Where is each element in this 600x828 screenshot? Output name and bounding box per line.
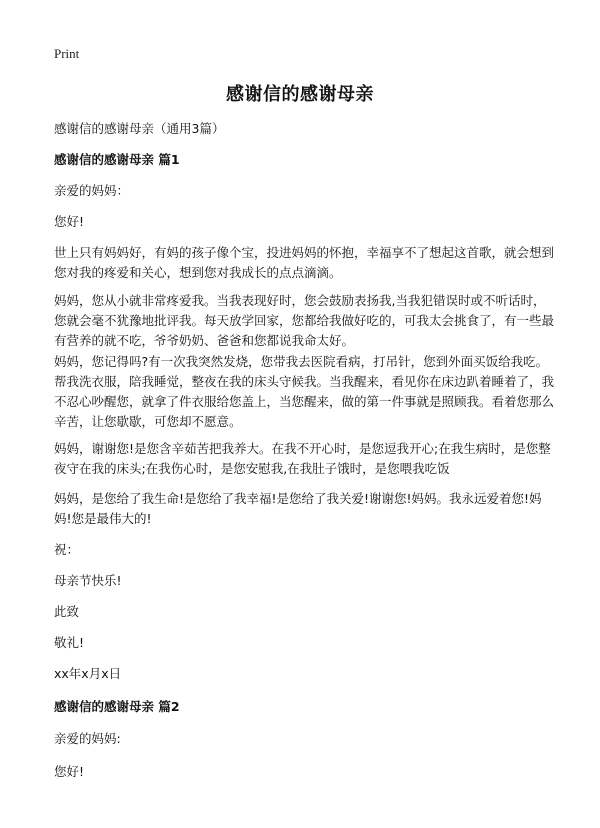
intro-text: 感谢信的感谢母亲（通用3篇）	[54, 121, 225, 136]
section-1-heading: 感谢信的感谢母亲 篇1	[54, 152, 180, 167]
section-1-paragraph-5: 妈妈，是您给了我生命!是您给了我幸福!是您给了我关爱!谢谢您!妈妈。我永远爱着您!妈妈!您是最伟大的!	[54, 491, 542, 526]
section-1-paragraph-1: 世上只有妈妈好，有妈的孩子像个宝，投进妈妈的怀抱，幸福享不了想起这首歌，就会想到您对我的疼爱和关心，想到您对我成长的点点滴滴。	[54, 245, 555, 280]
section-1-paragraph-3: 妈妈，您记得吗?有一次我突然发烧，您带我去医院看病，打吊针，您到外面买饭给我吃。帮我洗衣服，陪我睡觉，整夜在我的床头守候我。当我醒来，看见你在床边趴着睡着了，我不忍心吵醒您，就拿了件衣服给您盖上，当您醒来，做的第一件事就是照顾我。看着您那么辛苦，让您歇歇，可您却不愿意。	[54, 354, 555, 429]
print-link[interactable]: Print	[54, 46, 80, 61]
section-1-wish: 母亲节快乐!	[54, 573, 122, 588]
section-2-hello: 您好!	[54, 764, 85, 779]
section-2-greeting: 亲爱的妈妈:	[54, 731, 121, 746]
section-1-paragraph-2: 妈妈，您从小就非常疼爱我。当我表现好时，您会鼓励表扬我,当我犯错误时或不听话时，您就会毫不犹豫地批评我。每天放学回家，您都给我做好吃的，可我太会挑食了，有一些最有营养的就不吃，爷爷奶奶、爸爸和您都说我命太好。	[54, 293, 555, 348]
section-2-heading: 感谢信的感谢母亲 篇2	[54, 699, 180, 714]
section-1-date: xx年x月x日	[54, 666, 122, 681]
section-1-closing: 祝：	[54, 542, 80, 557]
page-title: 感谢信的感谢母亲	[226, 84, 374, 105]
section-1-greeting: 亲爱的妈妈：	[54, 183, 130, 198]
section-1-regards: 此致	[54, 604, 80, 619]
section-1-salute: 敬礼!	[54, 635, 85, 650]
section-1-paragraph-4: 妈妈，谢谢您!是您含辛茹苦把我养大。在我不开心时，是您逗我开心;在我生病时，是您整夜守在我的床头;在我伤心时，是您安慰我,在我肚子饿时，是您喂我吃饭	[54, 441, 551, 476]
section-1-hello: 您好!	[54, 214, 85, 229]
